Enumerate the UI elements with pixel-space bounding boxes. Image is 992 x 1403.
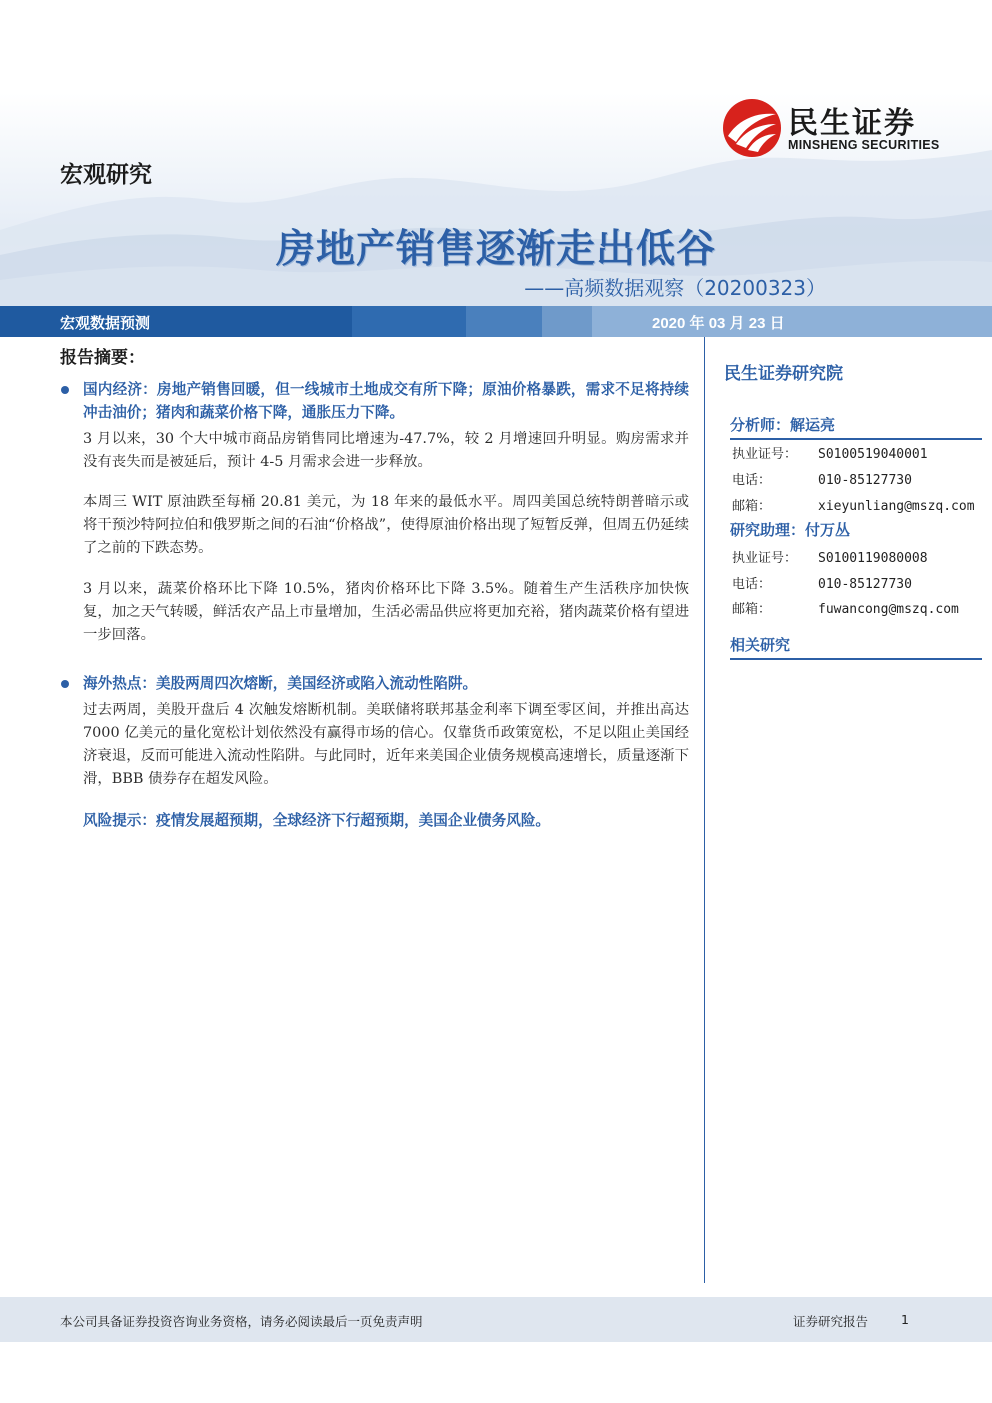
report-subtitle: ——高频数据观察（20200323）: [524, 276, 826, 300]
analyst-license-row: [732, 443, 928, 462]
row-label: 执业证号：: [732, 447, 798, 462]
assistant-email-link[interactable]: fuwancong@mszq.com: [818, 602, 959, 617]
row-value: S0100519040001: [818, 447, 928, 462]
page-number: 1: [901, 1312, 909, 1327]
summary-heading: 报告摘要：: [60, 348, 145, 368]
institute-name: 民生证券研究院: [724, 364, 843, 384]
report-title: 房地产销售逐渐走出低谷: [275, 227, 716, 272]
bullet-dot-icon: [61, 386, 69, 394]
company-logo: [722, 96, 962, 160]
row-label: 电话：: [732, 577, 772, 592]
assistant-email-row: [732, 598, 959, 617]
assistant-phone-row: [732, 573, 912, 592]
row-value: 010-85127730: [818, 473, 912, 488]
page-footer: [0, 1297, 992, 1342]
row-label: 电话：: [732, 473, 772, 488]
analyst-phone-row: [732, 469, 912, 488]
analyst-email-row: [732, 495, 975, 514]
row-label: 邮箱：: [732, 602, 772, 617]
analyst-email-link[interactable]: xieyunliang@mszq.com: [818, 499, 975, 514]
report-category: 宏观研究: [60, 162, 152, 188]
bullet-headline: 海外热点：美股两周四次熔断，美国经济或陷入流动性陷阱。: [83, 675, 478, 692]
footer-report-type: 证券研究报告: [793, 1314, 869, 1329]
title-band: [0, 306, 992, 337]
logo-name-cn: 民生证券: [788, 106, 916, 141]
related-research-heading: 相关研究: [730, 634, 982, 660]
row-label: 邮箱：: [732, 499, 772, 514]
summary-paragraph: 本周三 WIT 原油跌至每桶 20.81 美元，为 18 年来的最低水平。周四美国总统特朗普暗示或将干预沙特阿拉伯和俄罗斯之间的石油“价格战”，使得原油价格出现了短暂反弹，但周五仍延续了之前的下跌态势。: [83, 494, 689, 556]
analyst-heading: 分析师：解运亮: [730, 414, 982, 440]
bullet-headline: 国内经济：房地产销售回暖，但一线城市土地成交有所下降；原油价格暴跌，需求不足将持续冲击油价；猪肉和蔬菜价格下降，通胀压力下降。: [83, 381, 689, 421]
row-value: 010-85127730: [818, 577, 912, 592]
bullet-dot-icon: [61, 680, 69, 688]
summary-paragraph: 3 月以来，30 个大中城市商品房销售同比增速为-47.7%，较 2 月增速回升明显。购房需求并没有丧失而是被延后，预计 4-5 月需求会进一步释放。: [83, 431, 689, 470]
column-divider: [704, 337, 705, 1283]
logo-name-en: MINSHENG SECURITIES: [788, 138, 940, 152]
band-label: 宏观数据预测: [60, 314, 151, 332]
footer-disclaimer: 本公司具备证券投资咨询业务资格，请务必阅读最后一页免责声明: [60, 1314, 423, 1329]
row-value: S0100119080008: [818, 551, 928, 566]
logo-mark-icon: [722, 98, 782, 158]
assistant-heading: 研究助理：付万丛: [730, 521, 851, 539]
summary-paragraph: 3 月以来，蔬菜价格环比下降 10.5%，猪肉价格环比下降 3.5%。随着生产生活秩序加快恢复，加之天气转暖，鲜活农产品上市量增加，生活必需品供应将更加充裕，猪肉蔬菜价格有望进一步回落。: [83, 581, 689, 643]
row-label: 执业证号：: [732, 551, 798, 566]
assistant-license-row: [732, 547, 928, 566]
risk-notice: 风险提示：疫情发展超预期，全球经济下行超预期，美国企业债务风险。: [83, 812, 551, 829]
report-date: 2020 年 03 月 23 日: [652, 315, 785, 332]
summary-paragraph: 过去两周，美股开盘后 4 次触发熔断机制。美联储将联邦基金利率下调至零区间，并推出高达 7000 亿美元的量化宽松计划依然没有赢得市场的信心。仅靠货币政策宽松，不足以阻止美国经济衰退，反而可能进入流动性陷阱。与此同时，近年来美国企业债务规模高速增长，质量逐渐下滑，BBB 债券存在超发风险。: [83, 702, 689, 787]
